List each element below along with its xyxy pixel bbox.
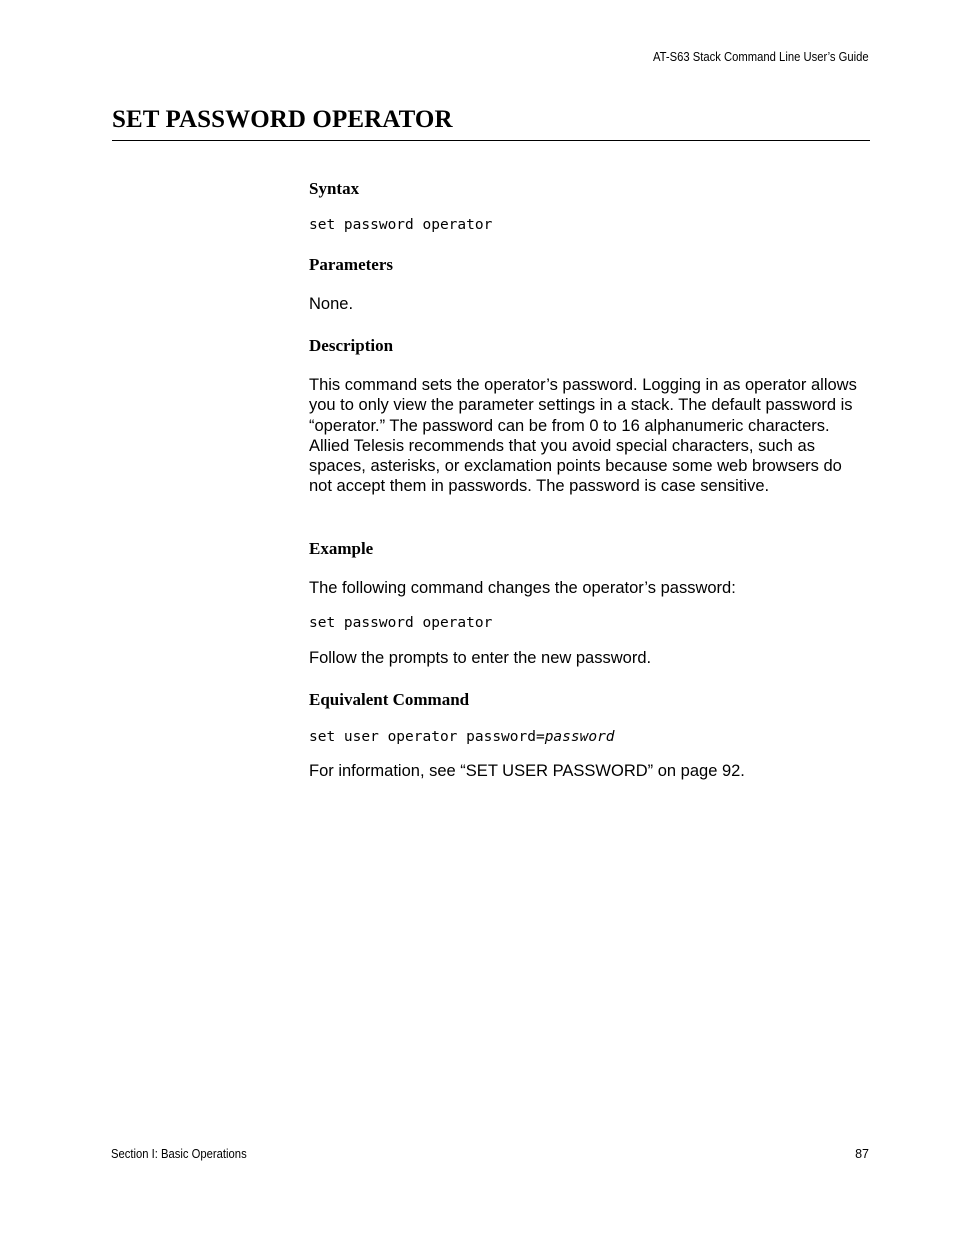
page-title: SET PASSWORD OPERATOR — [112, 106, 453, 133]
equivalent-command-reference: For information, see “SET USER PASSWORD” on page 92. — [309, 762, 745, 780]
syntax-heading: Syntax — [309, 179, 360, 198]
footer-section-label: Section I: Basic Operations — [111, 1147, 247, 1161]
example-heading: Example — [309, 539, 374, 558]
example-command: set password operator — [309, 615, 493, 631]
example-intro: The following command changes the operator’s password: — [309, 579, 736, 597]
example-followup: Follow the prompts to enter the new password. — [309, 649, 652, 667]
description-heading: Description — [309, 336, 394, 355]
footer-page-number: 87 — [855, 1147, 869, 1161]
parameters-heading: Parameters — [309, 255, 394, 274]
parameters-text: None. — [309, 295, 354, 313]
equivalent-command-argument: password — [544, 729, 615, 745]
syntax-command: set password operator — [309, 217, 493, 233]
description-text: This command sets the operator’s password. Logging in as operator allows you to only view the parameter settings in a stack. The default password is “operator.” The password can be from 0 to 16 alphanumeric characters. Allied Telesis recommends that you avoid special characters, such as spaces, asterisks, or exclamation points because some web browsers do not accept them in passwords. The password is case sensitive. — [309, 376, 857, 496]
running-header: AT-S63 Stack Command Line User’s Guide — [653, 50, 869, 64]
equivalent-command-heading: Equivalent Command — [309, 690, 470, 709]
equivalent-command-prefix: set user operator password= — [309, 729, 545, 745]
title-divider — [112, 140, 870, 141]
equivalent-command — [309, 729, 615, 745]
